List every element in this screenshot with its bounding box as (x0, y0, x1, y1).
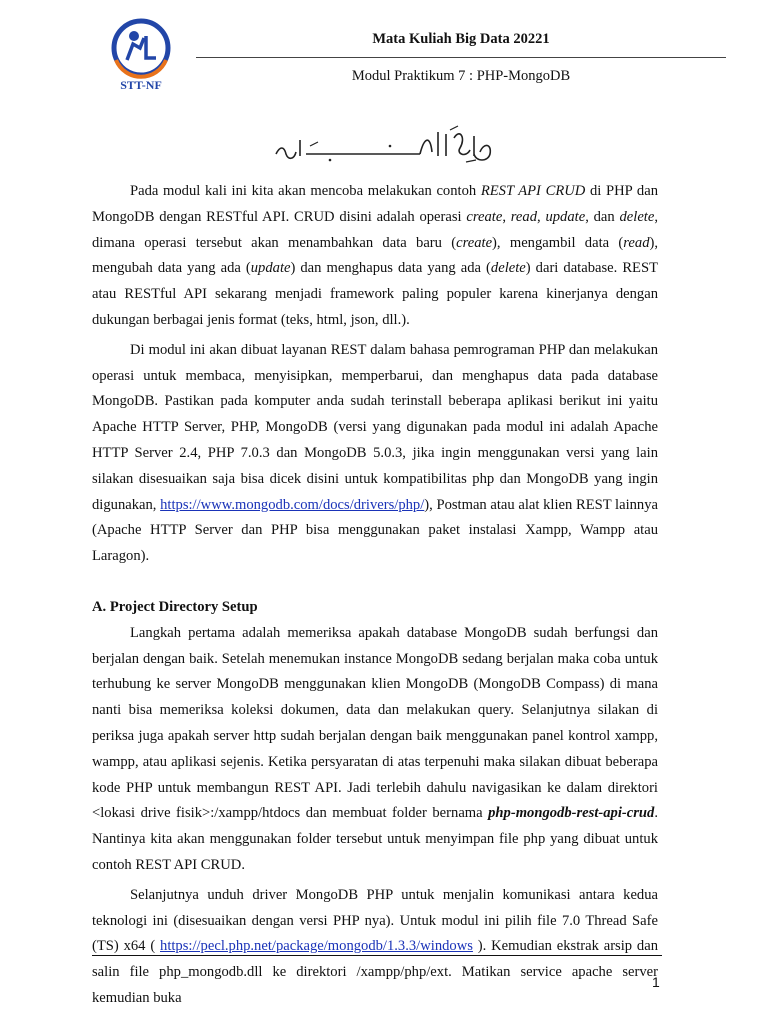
logo-text: STT-NF (120, 78, 162, 92)
paragraph-intro: Pada modul kali ini kita akan mencoba melakukan contoh REST API CRUD di PHP dan MongoDB dengan RESTful API. CRUD disini adalah operasi create, read, update, dan delete, dimana operasi tersebut akan menambahkan data baru (create), mengambil data (read), mengubah data yang ada (update) dan menghapus data yang ada (delete) dari database. REST atau RESTful API sekarang menjadi framework paling populer karena kinerjanya dengan dukungan berbagai jenis format (teks, html, json, dll.). (92, 183, 659, 328)
mongodb-php-driver-link[interactable]: https://www.mongodb.com/docs/drivers/php/ (160, 496, 425, 513)
paragraph-requirements: Di modul ini akan dibuat layanan REST dalam bahasa pemrograman PHP dan melakukan operasi untuk membaca, menyisipkan, memperbarui, dan menghapus data pada database MongoDB. Pastikan pada komputer anda sudah terinstall beberapa aplikasi berikut ini yaitu Apache HTTP Server, PHP, MongoDB (versi yang digunakan pada modul ini adalah Apache HTTP Server 2.4, PHP 7.0.3 dan MongoDB 5.0.3, jika ingin menggunakan versi yang lain silakan disesuaikan saja bisa dicek disini untuk kompatibilitas php dan MongoDB yang ingin digunakan, https://www.mongodb.com/docs/drivers/php/), Postman atau alat klien REST lainnya (Apache HTTP Server dan PHP bisa menggunakan paket instalasi Xampp, Wampp atau Laragon). (92, 341, 659, 565)
paragraph-driver: Selanjutnya unduh driver MongoDB PHP untuk menjalin komunikasi antara kedua teknologi ini (disesuaikan dengan versi PHP nya). Untuk modul ini pilih file 7.0 Thread Safe (TS) x64 ( https://pecl.php.net/package/mongodb/1.3.3/windows ). Kemudian ekstrak arsip dan salin file php_mongodb.dll ke direktori /xampp/php/ext. Matikan service apache server kemudian buka (92, 886, 658, 1006)
pecl-windows-link[interactable]: https://pecl.php.net/package/mongodb/1.3.3/windows (160, 938, 473, 955)
basmala-calligraphy (270, 124, 498, 170)
document-body (92, 179, 658, 1012)
stt-nf-logo (100, 18, 182, 92)
page-number: 1 (652, 974, 660, 990)
section-heading-project-directory-setup: A. Project Directory Setup (92, 598, 258, 615)
folder-name: php-mongodb-rest-api-crud (488, 805, 655, 822)
course-title: Mata Kuliah Big Data 20221 (372, 31, 550, 47)
header-divider (196, 57, 726, 58)
paragraph-setup: Langkah pertama adalah memeriksa apakah database MongoDB sudah berfungsi dan berjalan dengan baik. Setelah menemukan instance MongoDB sedang berjalan maka coba untuk terhubung ke server MongoDB menggunakan klien MongoDB (MongoDB Compass) di mana nanti bisa memeriksa koleksi dokumen, data dan melakukan query. Selanjutnya silakan di periksa juga apakah server http sudah berjalan dengan baik menggunakan panel kontrol xampp, wampp, atau aplikasi sejenis. Ketika persyaratan di atas terpenuhi maka silakan dibuat beberapa kode PHP untuk membangun REST API. Jadi terlebih dahulu navigasikan ke dalam direktori <lokasi drive fisik>:/xampp/htdocs dan membuat folder bernama php-mongodb-rest-api-crud. Nantinya kita akan menggunakan folder tersebut untuk menyimpan file php yang dibuat untuk contoh REST API CRUD. (92, 624, 658, 873)
module-subtitle: Modul Praktikum 7 : PHP-MongoDB (351, 68, 571, 84)
footer-divider (92, 955, 662, 956)
